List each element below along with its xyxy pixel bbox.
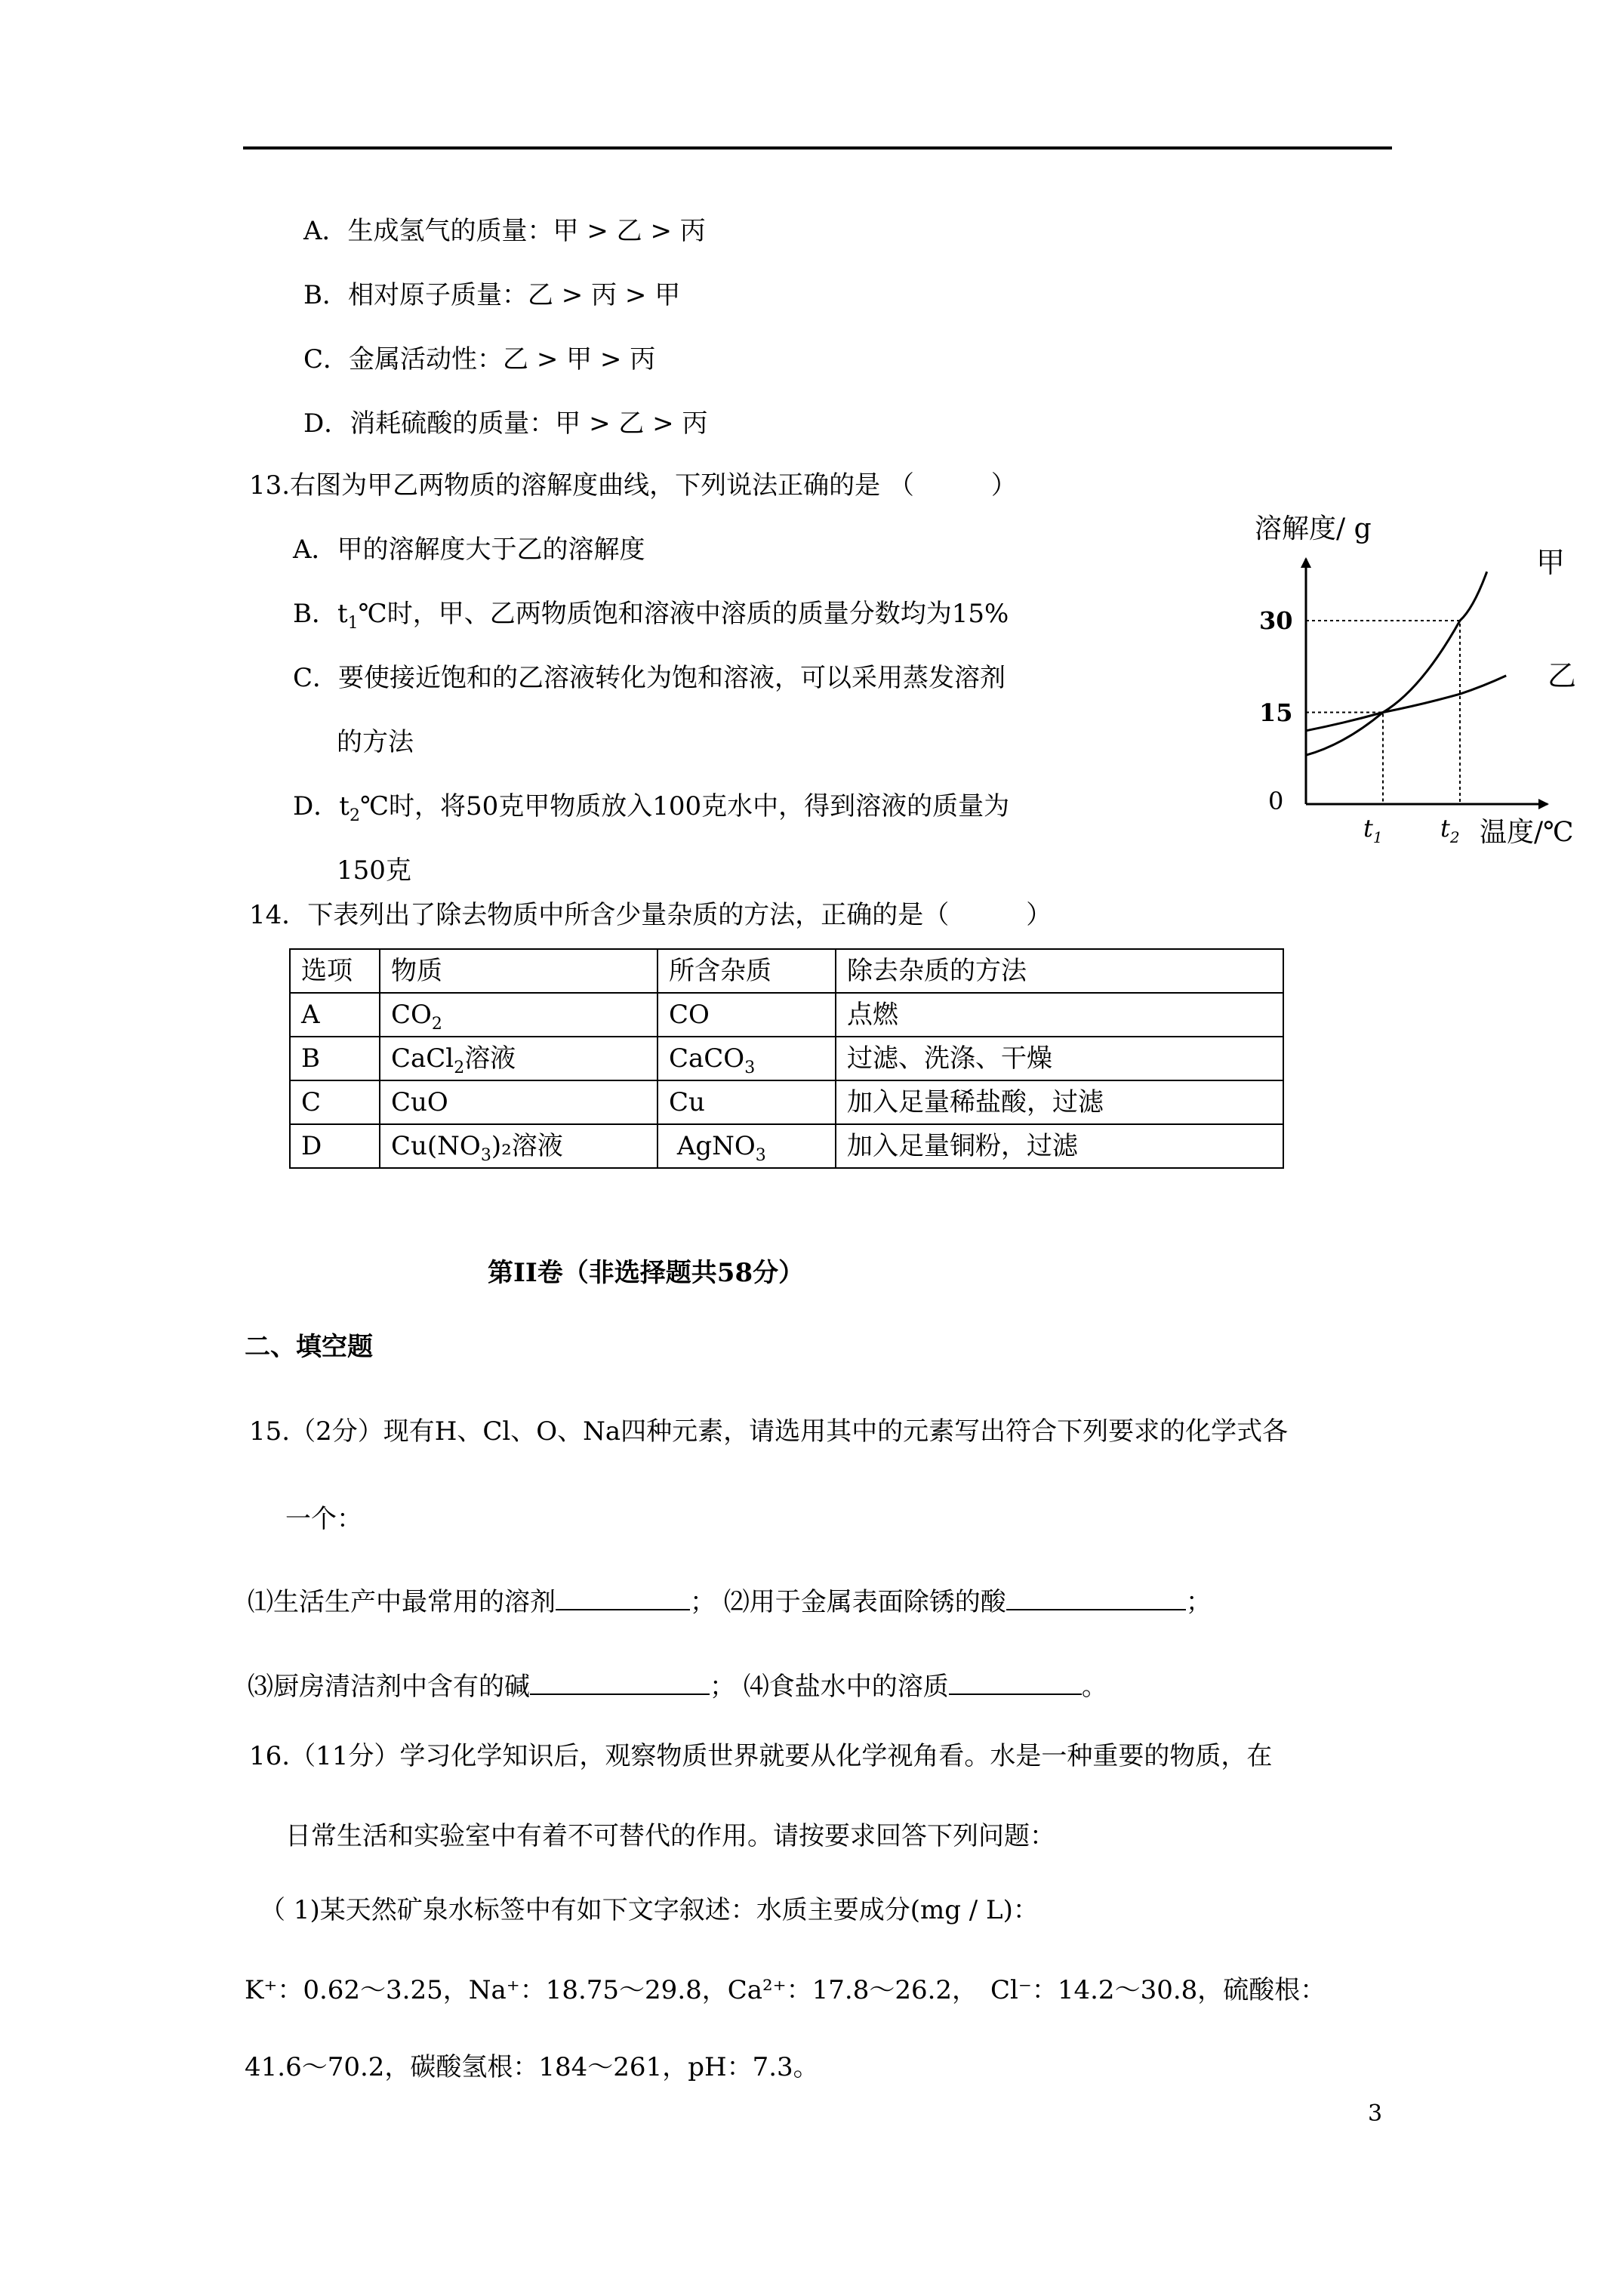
q13-option-a: A．甲的溶解度大于乙的溶解度 (293, 535, 645, 565)
curve-yi (1306, 676, 1506, 731)
origin-label: 0 (1268, 787, 1284, 815)
row-impurity: CO (658, 993, 836, 1037)
q16-sub-1: （ 1)某天然矿泉水标签中有如下文字叙述：水质主要成分(mg / L)： (260, 1895, 1039, 1925)
row-option: C (290, 1080, 380, 1124)
x-tick-t1: $t_1$ (1363, 814, 1383, 846)
q16-ion-list: K⁺：0.62～3.25，Na⁺：18.75～29.8，Ca²⁺：17.8～26.2， Cl⁻：14.2～30.8，硫酸根： (245, 1975, 1326, 2005)
table-row (290, 1037, 1283, 1080)
answer-blank-4[interactable] (949, 1671, 1082, 1695)
row-option: D (290, 1124, 380, 1168)
q13-option-c: C．要使接近饱和的乙溶液转化为饱和溶液，可以采用蒸发溶剂 (293, 663, 1006, 693)
q13-option-b: B．$t_1℃$时，甲、乙两物质饱和溶液中溶质的质量分数均为15% (293, 599, 1009, 633)
header-method: 除去杂质的方法 (836, 949, 1283, 993)
section-title: 第II卷（非选择题共58分） (488, 1258, 805, 1288)
q12-option-d: D．消耗硫酸的质量：甲 > 乙 > 丙 (303, 408, 708, 439)
table-row (290, 1124, 1283, 1168)
series-label-yi: 乙 (1548, 659, 1577, 692)
solubility-chart (1246, 498, 1600, 861)
q16-stem: 16.（11分）学习化学知识后，观察物质世界就要从化学视角看。水是一种重要的物质，在 (249, 1741, 1273, 1771)
q13-option-d-cont: 150克 (337, 855, 411, 886)
q15-stem-cont: 一个： (285, 1504, 362, 1534)
q15-items-row-2: ⑶厨房清洁剂中含有的碱 ； ⑷食盐水中的溶质 。 (248, 1672, 1107, 1702)
q12-option-b: B．相对原子质量：乙 > 丙 > 甲 (303, 280, 681, 310)
q12-option-a: A．生成氢气的质量：甲 > 乙 > 丙 (303, 216, 706, 246)
q14-stem: 14．下表列出了除去物质中所含少量杂质的方法，正确的是（ ） (249, 900, 1052, 930)
header-substance: 物质 (380, 949, 658, 993)
row-method: 点燃 (836, 993, 1283, 1037)
y-tick-30: 30 (1259, 606, 1293, 635)
q15-items-row-1: ⑴生活生产中最常用的溶剂 ； ⑵用于金属表面除锈的酸 ； (248, 1587, 1212, 1617)
curves (1306, 572, 1506, 755)
row-option: A (290, 993, 380, 1037)
row-impurity: Cu (658, 1080, 836, 1124)
answer-blank-2[interactable] (1006, 1586, 1186, 1610)
q13-stem: 13.右图为甲乙两物质的溶解度曲线，下列说法正确的是 （ ） (249, 470, 1017, 501)
row-impurity: CaCO$_3$ (658, 1037, 836, 1080)
row-substance: $CO_2$ (380, 993, 658, 1037)
q14-table (289, 948, 1284, 1169)
x-tick-t2: $t_2$ (1440, 814, 1460, 846)
q13-option-d: D．$t_2℃$时，将50克甲物质放入100克水中，得到溶液的质量为 (293, 791, 1010, 825)
table-header-row (290, 949, 1283, 993)
q16-ion-list-cont: 41.6～70.2，碳酸氢根：184～261，pH：7.3。 (245, 2052, 819, 2082)
row-substance: CaCl$_2$溶液 (380, 1037, 658, 1080)
part-title: 二、填空题 (245, 1332, 373, 1362)
y-tick-15: 15 (1259, 698, 1293, 727)
table-row (290, 993, 1283, 1037)
header-impurity: 所含杂质 (658, 949, 836, 993)
answer-blank-1[interactable] (556, 1586, 690, 1610)
answer-blank-3[interactable] (530, 1671, 710, 1695)
page-number: 3 (1368, 2100, 1383, 2127)
row-method: 加入足量铜粉，过滤 (836, 1124, 1283, 1168)
q13-option-c-cont: 的方法 (337, 727, 414, 757)
q12-option-c: C．金属活动性：乙 > 甲 > 丙 (303, 344, 656, 374)
row-method: 加入足量稀盐酸，过滤 (836, 1080, 1283, 1124)
row-substance: CuO (380, 1080, 658, 1124)
table-row (290, 1080, 1283, 1124)
header-option: 选项 (290, 949, 380, 993)
y-axis-label: 溶解度/ g (1255, 513, 1372, 544)
row-substance: $Cu(NO_3)_2$溶液 (380, 1124, 658, 1168)
header-rule (243, 146, 1392, 149)
x-axis-label: 温度/℃ (1480, 817, 1574, 848)
series-label-jia: 甲 (1536, 546, 1566, 579)
guide-t1 (1306, 713, 1383, 805)
row-impurity: AgNO$_3$ (658, 1124, 836, 1168)
q15-stem: 15.（2分）现有H、Cl、O、Na四种元素，请选用其中的元素写出符合下列要求的化学式各 (249, 1416, 1289, 1447)
q16-stem-cont: 日常生活和实验室中有着不可替代的作用。请按要求回答下列问题： (285, 1821, 1055, 1851)
row-method: 过滤、洗涤、干燥 (836, 1037, 1283, 1080)
row-option: B (290, 1037, 380, 1080)
